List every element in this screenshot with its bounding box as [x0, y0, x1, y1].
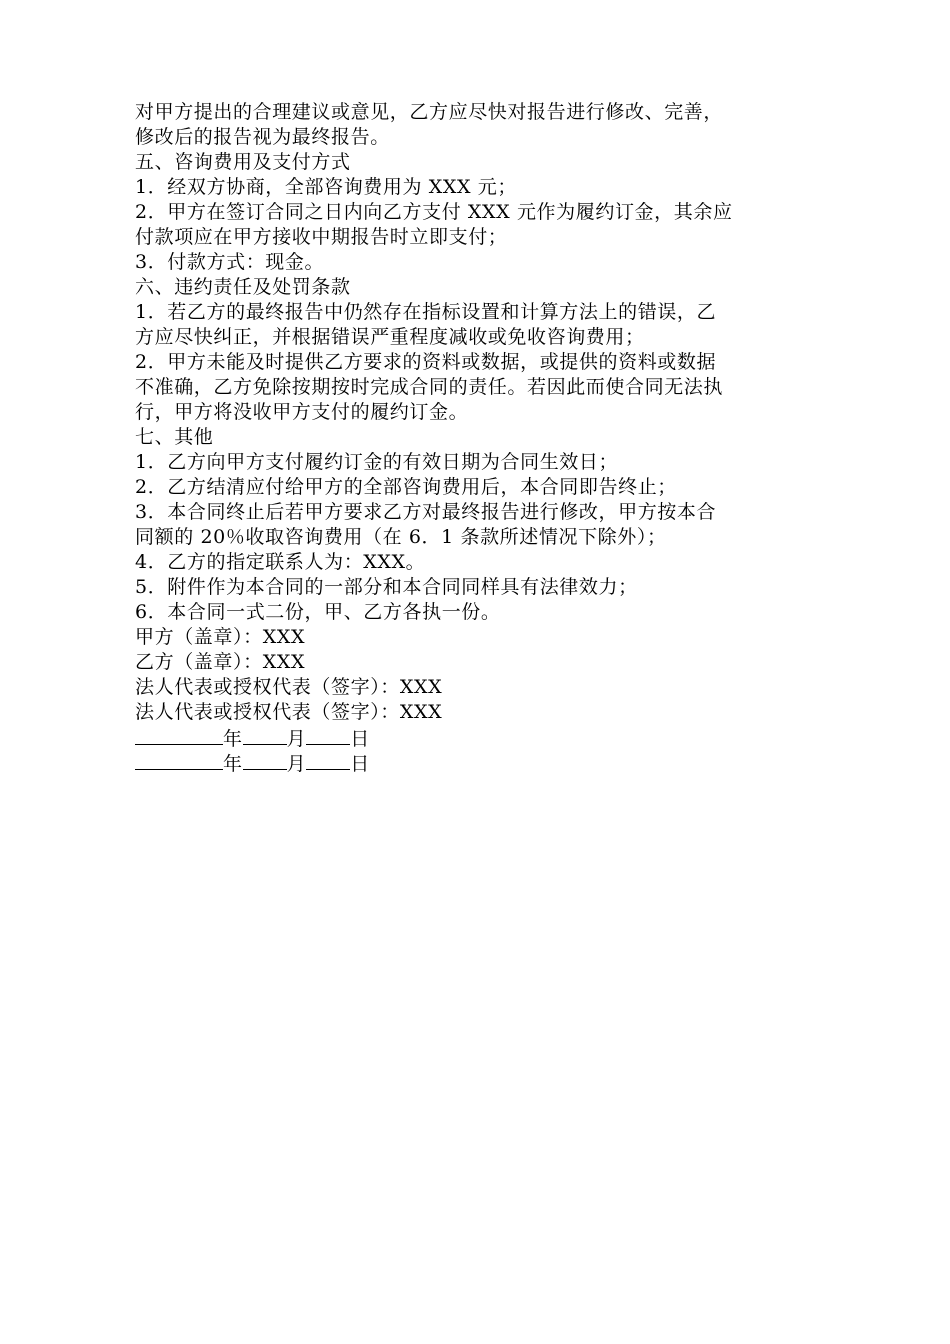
paragraph-line: 对甲方提出的合理建议或意见，乙方应尽快对报告进行修改、完善， — [135, 101, 724, 123]
month-label: 月 — [286, 753, 307, 775]
month-blank — [243, 750, 287, 770]
signature-party-a: 甲方（盖章）：XXX — [135, 626, 306, 648]
paragraph-line: 同额的 20％收取咨询费用（在 6．1 条款所述情况下除外）； — [135, 526, 667, 548]
day-blank — [306, 725, 350, 745]
paragraph-line: 2．乙方结清应付给甲方的全部咨询费用后，本合同即告终止； — [135, 476, 677, 498]
paragraph-line: 1．乙方向甲方支付履约订金的有效日期为合同生效日； — [135, 451, 619, 473]
paragraph-line: 1．若乙方的最终报告中仍然存在指标设置和计算方法上的错误，乙 — [135, 301, 717, 323]
day-label: 日 — [350, 753, 370, 775]
date-line-b — [135, 750, 815, 775]
day-blank — [306, 750, 350, 770]
day-label: 日 — [350, 728, 370, 750]
paragraph-line: 行，甲方将没收甲方支付的履约订金。 — [135, 401, 469, 423]
section-heading-fees: 五、咨询费用及支付方式 — [135, 151, 351, 173]
signature-representative-b: 法人代表或授权代表（签字）：XXX — [135, 701, 443, 723]
paragraph-line: 6．本合同一式二份，甲、乙方各执一份。 — [135, 601, 501, 623]
paragraph-line: 3．本合同终止后若甲方要求乙方对最终报告进行修改，甲方按本合 — [135, 501, 717, 523]
year-blank — [135, 750, 223, 770]
paragraph-line: 4．乙方的指定联系人为：XXX。 — [135, 551, 426, 573]
section-heading-liability: 六、违约责任及处罚条款 — [135, 276, 351, 298]
paragraph-line: 修改后的报告视为最终报告。 — [135, 126, 390, 148]
signature-representative-a: 法人代表或授权代表（签字）：XXX — [135, 676, 443, 698]
date-line-a — [135, 725, 815, 750]
paragraph-line: 付款项应在甲方接收中期报告时立即支付； — [135, 226, 508, 248]
year-label: 年 — [223, 753, 243, 775]
paragraph-line: 2．甲方在签订合同之日内向乙方支付 XXX 元作为履约订金，其余应 — [135, 201, 733, 223]
month-label: 月 — [286, 728, 307, 750]
paragraph-line: 1．经双方协商，全部咨询费用为 XXX 元； — [135, 176, 517, 198]
paragraph-line: 方应尽快纠正，并根据错误严重程度减收或免收咨询费用； — [135, 326, 645, 348]
year-label: 年 — [223, 728, 243, 750]
paragraph-line: 3．付款方式：现金。 — [135, 251, 325, 273]
paragraph-line: 5．附件作为本合同的一部分和本合同同样具有法律效力； — [135, 576, 638, 598]
paragraph-line: 不准确，乙方免除按期按时完成合同的责任。若因此而使合同无法执 — [135, 376, 724, 398]
contract-text — [135, 100, 815, 775]
signature-party-b: 乙方（盖章）：XXX — [135, 651, 306, 673]
month-blank — [243, 725, 287, 745]
section-heading-other: 七、其他 — [135, 426, 214, 448]
year-blank — [135, 725, 223, 745]
paragraph-line: 2．甲方未能及时提供乙方要求的资料或数据，或提供的资料或数据 — [135, 351, 717, 373]
